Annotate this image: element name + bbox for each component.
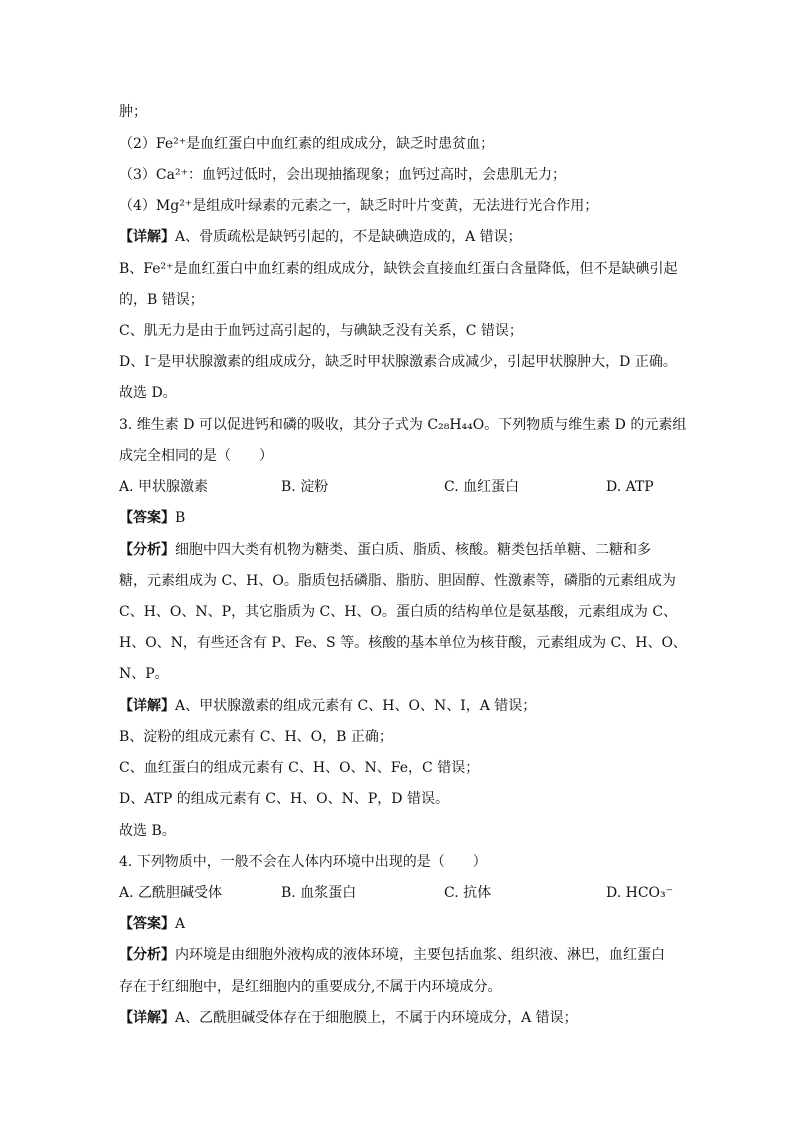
detail-paragraph: 【详解】A、乙酰胆碱受体存在于细胞膜上，不属于内环境成分，A 错误； — [119, 1010, 578, 1026]
answer-tag: 【答案】 — [119, 510, 175, 526]
option-a: A. 乙酰胆碱受体 — [119, 885, 223, 901]
text-line: 存在于红细胞中，是红细胞内的重要成分,不属于内环境成分。 — [119, 979, 502, 995]
question-4-stem: 4. 下列物质中，一般不会在人体内环境中出现的是（ ） — [119, 854, 487, 870]
detail-paragraph: 【详解】A、骨质疏松是缺钙引起的，不是缺碘造成的，A 错误； — [119, 229, 522, 245]
detail-tag: 【详解】 — [119, 1010, 175, 1026]
text-line: C、H、O、N、P，其它脂质为 C、H、O。蛋白质的结构单位是氨基酸，元素组成为 C、 — [119, 604, 678, 620]
analysis-tag: 【分析】 — [119, 542, 175, 558]
option-c: C. 血红蛋白 — [444, 479, 520, 495]
detail-paragraph: 【详解】A、甲状腺激素的组成元素有 C、H、O、N、I，A 错误； — [119, 698, 537, 714]
text-line: B、淀粉的组成元素有 C、H、O，B 正确； — [119, 729, 393, 745]
text-line: H、O、N，有些还含有 P、Fe、S 等。核酸的基本单位为核苷酸，元素组成为 C、H、O、 — [119, 635, 687, 651]
answer-tag: 【答案】 — [119, 916, 175, 932]
detail-tag: 【详解】 — [119, 229, 175, 245]
option-d: D. ATP — [606, 479, 654, 495]
text-line: C、肌无力是由于血钙过高引起的，与碘缺乏没有关系，C 错误； — [119, 323, 523, 339]
option-b: B. 血浆蛋白 — [281, 885, 357, 901]
question-3-stem: 3. 维生素 D 可以促进钙和磷的吸收，其分子式为 C₂₈H₄₄O。下列物质与维生素 D 的元素组 — [119, 417, 687, 433]
option-c: C. 抗体 — [444, 885, 492, 901]
analysis-paragraph: 【分析】内环境是由细胞外液构成的液体环境，主要包括血浆、组织液、淋巴，血红蛋白 — [119, 947, 665, 963]
question-3-stem: 成完全相同的是（ ） — [119, 448, 273, 464]
text-line: 肿； — [119, 104, 147, 120]
option-b: B. 淀粉 — [281, 479, 329, 495]
analysis-tag: 【分析】 — [119, 947, 175, 963]
text-line: 的，B 错误； — [119, 292, 204, 308]
text-line: C、血红蛋白的组成元素有 C、H、O、N、Fe，C 错误； — [119, 760, 480, 776]
text-line: 故选 D。 — [119, 385, 177, 401]
answer-line: 【答案】A — [119, 916, 186, 932]
text-line: D、ATP 的组成元素有 C、H、O、N、P，D 错误。 — [119, 791, 449, 807]
text-line: （4）Mg²⁺是组成叶绿素的元素之一，缺乏时叶片变黄，无法进行光合作用； — [119, 198, 599, 214]
text-line: （2）Fe²⁺是血红蛋白中血红素的组成成分，缺乏时患贫血； — [119, 136, 495, 152]
option-d: D. HCO₃⁻ — [606, 885, 674, 901]
answer-line: 【答案】B — [119, 510, 186, 526]
analysis-paragraph: 【分析】细胞中四大类有机物为糖类、蛋白质、脂质、核酸。糖类包括单糖、二糖和多 — [119, 542, 651, 558]
text-line: B、Fe²⁺是血红蛋白中血红素的组成成分，缺铁会直接血红蛋白含量降低，但不是缺碘引起 — [119, 261, 678, 277]
option-a: A. 甲状腺激素 — [119, 479, 209, 495]
text-line: 糖，元素组成为 C、H、O。脂质包括磷脂、脂肪、胆固醇、性激素等，磷脂的元素组成为 — [119, 573, 676, 589]
text-line: （3）Ca²⁺：血钙过低时，会出现抽搐现象；血钙过高时，会患肌无力； — [119, 167, 566, 183]
text-line: 故选 B。 — [119, 823, 176, 839]
detail-tag: 【详解】 — [119, 698, 175, 714]
text-line: D、I⁻是甲状腺激素的组成成分，缺乏时甲状腺激素合成减少，引起甲状腺肿大，D 正确。 — [119, 354, 677, 370]
text-line: N、P。 — [119, 666, 169, 682]
